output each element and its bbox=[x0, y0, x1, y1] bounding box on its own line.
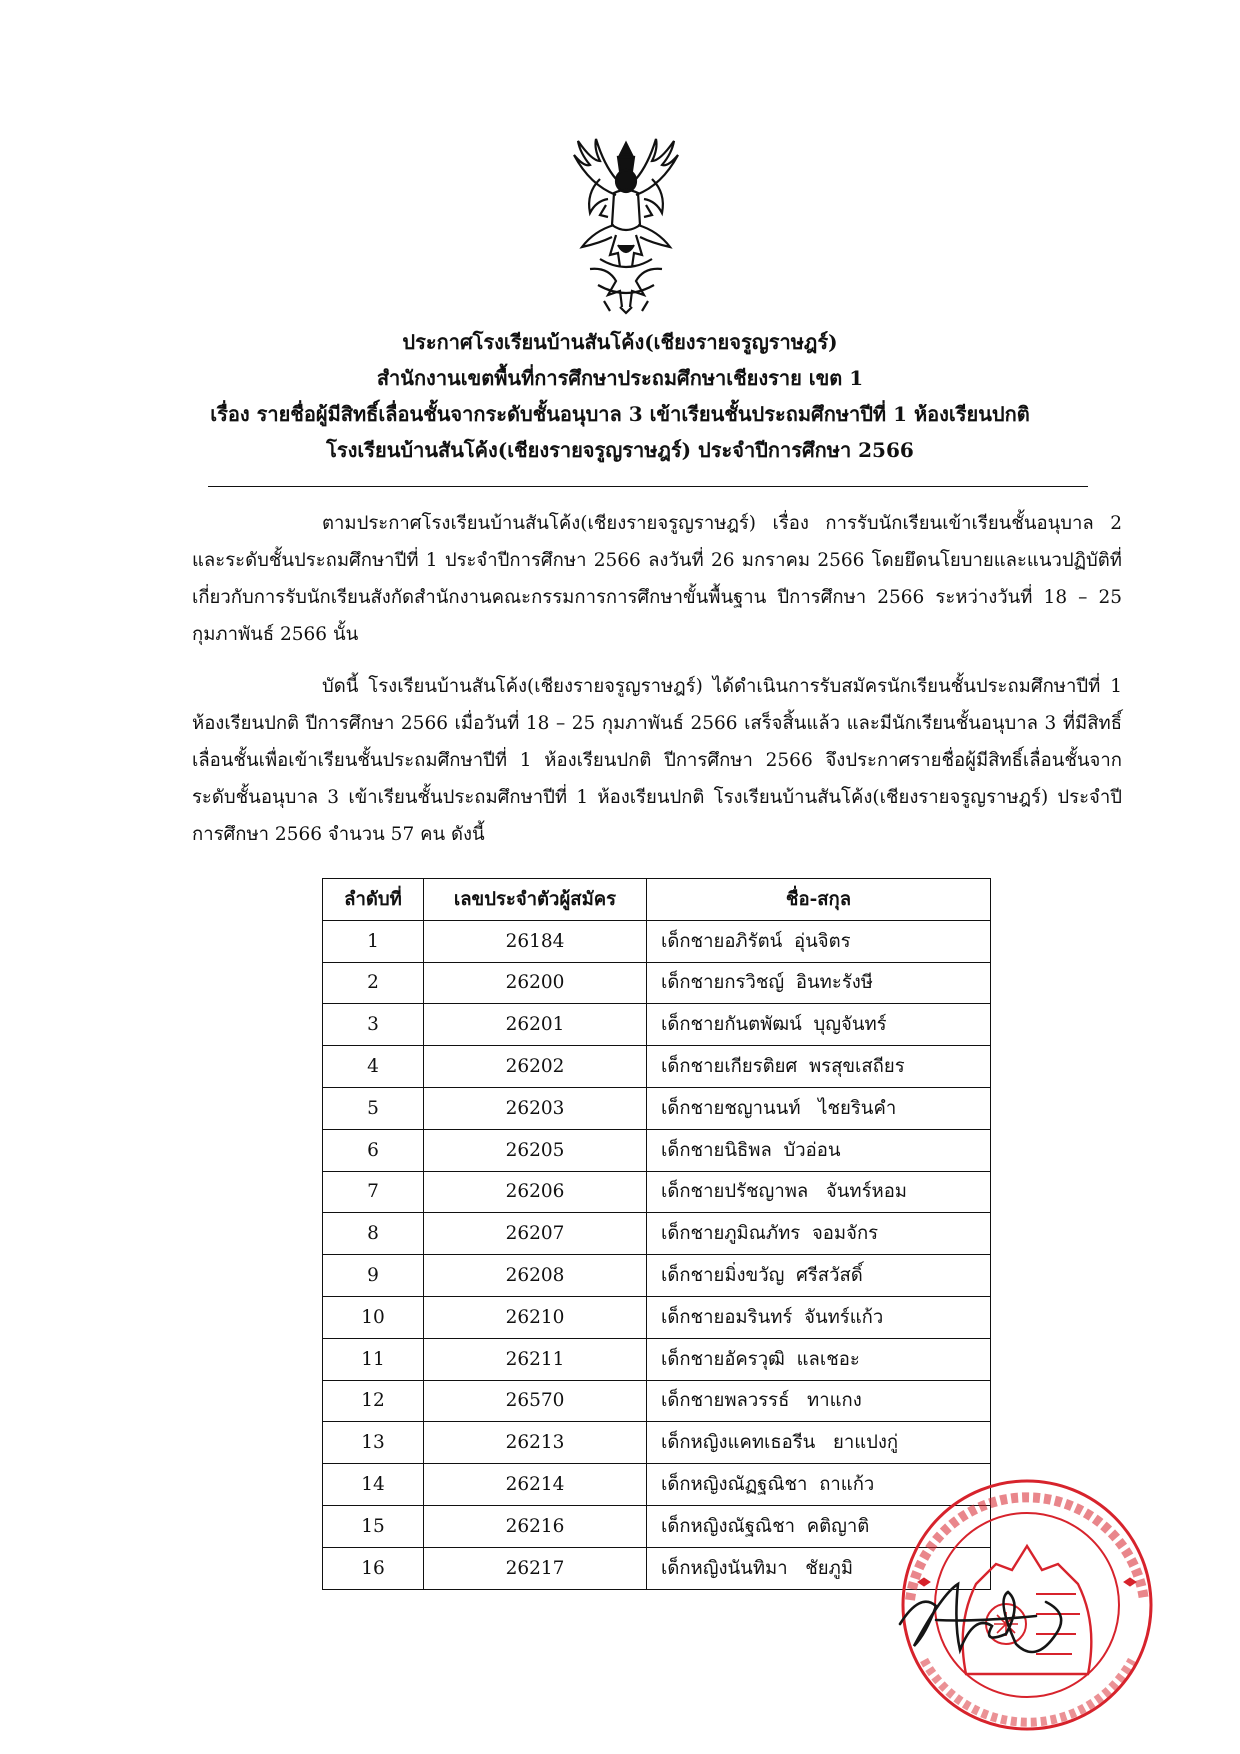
table-body bbox=[323, 920, 991, 1589]
school-seal-stamp bbox=[896, 1474, 1158, 1736]
row-full-name: เด็กชายอัครวุฒิ แลเชอะ bbox=[647, 1338, 991, 1380]
row-full-name: เด็กชายภูมิณภัทร จอมจักร bbox=[647, 1213, 991, 1255]
row-full-name: เด็กหญิงณัฐณิชา คติญาติ bbox=[647, 1505, 991, 1547]
header-divider bbox=[208, 486, 1088, 487]
row-applicant-id: 26207 bbox=[424, 1213, 647, 1255]
row-applicant-id: 26211 bbox=[424, 1338, 647, 1380]
row-sequence: 14 bbox=[323, 1464, 424, 1506]
header-applicant-id: เลขประจำตัวผู้สมัคร bbox=[424, 879, 647, 921]
row-sequence: 16 bbox=[323, 1547, 424, 1589]
row-sequence: 10 bbox=[323, 1296, 424, 1338]
row-full-name: เด็กชายอมรินทร์ จันทร์แก้ว bbox=[647, 1296, 991, 1338]
garuda-emblem-icon bbox=[560, 135, 692, 315]
row-full-name: เด็กชายปรัชญาพล จันทร์หอม bbox=[647, 1171, 991, 1213]
header-line-2: สำนักงานเขตพื้นที่การศึกษาประถมศึกษาเชียงราย เขต 1 bbox=[376, 366, 864, 390]
table-row bbox=[323, 1087, 991, 1129]
row-applicant-id: 26208 bbox=[424, 1255, 647, 1297]
row-applicant-id: 26210 bbox=[424, 1296, 647, 1338]
table-row bbox=[323, 1213, 991, 1255]
row-full-name: เด็กชายพลวรรธ์ ทาแกง bbox=[647, 1380, 991, 1422]
paragraph-1-text: ตามประกาศโรงเรียนบ้านสันโค้ง(เชียงรายจรูญราษฎร์) เรื่อง การรับนักเรียนเข้าเรียนชั้นอนุบาล 2 และระดับชั้นประถมศึกษาปีที่ 1 ประจำปีการศึกษา 2566 ลงวันที่ 26 มกราคม 2566 โดยยึดนโยบายและแนวปฏิบัติที่เกี่ยวกับการรับนักเรียนสังกัดสำนักงานคณะกรรมการการศึกษาขั้นพื้นฐาน ปีการศึกษา 2566 ระหว่างวันที่ 18 – 25 กุมภาพันธ์ 2566 นั้น bbox=[192, 513, 1122, 645]
row-full-name: เด็กชายอภิรัตน์ อุ่นจิตร bbox=[647, 920, 991, 962]
table-row bbox=[323, 1296, 991, 1338]
table-row bbox=[323, 1171, 991, 1213]
row-applicant-id: 26217 bbox=[424, 1547, 647, 1589]
table-row bbox=[323, 1255, 991, 1297]
row-full-name: เด็กหญิงแคทเธอรีน ยาแปงกู่ bbox=[647, 1422, 991, 1464]
header-sequence: ลำดับที่ bbox=[323, 879, 424, 921]
table-row bbox=[323, 1129, 991, 1171]
paragraph-2-text: บัดนี้ โรงเรียนบ้านสันโค้ง(เชียงรายจรูญราษฎร์) ได้ดำเนินการรับสมัครนักเรียนชั้นประถมศึกษาปีที่ 1 ห้องเรียนปกติ ปีการศึกษา 2566 เมื่อวันที่ 18 – 25 กุมภาพันธ์ 2566 เสร็จสิ้นแล้ว และมีนักเรียนชั้นอนุบาล 3 ที่มีสิทธิ์เลื่อนชั้นเพื่อเข้าเรียนชั้นประถมศึกษาปีที่ 1 ห้องเรียนปกติ ปีการศึกษา 2566 จึงประกาศรายชื่อผู้มีสิทธิ์เลื่อนชั้นจากระดับชั้นอนุบาล 3 เข้าเรียนชั้นประถมศึกษาปีที่ 1 ห้องเรียนปกติ โรงเรียนบ้านสันโค้ง(เชียงรายจรูญราษฎร์) ประจำปีการศึกษา 2566 จำนวน 57 คน ดังนี้ bbox=[192, 676, 1122, 845]
row-applicant-id: 26203 bbox=[424, 1087, 647, 1129]
table-row bbox=[323, 1505, 991, 1547]
student-list-table bbox=[322, 878, 991, 1590]
row-full-name: เด็กชายกันตพัฒน์ บุญจันทร์ bbox=[647, 1004, 991, 1046]
row-full-name: เด็กชายนิธิพล บัวอ่อน bbox=[647, 1129, 991, 1171]
row-applicant-id: 26184 bbox=[424, 920, 647, 962]
body-paragraph-1 bbox=[192, 505, 1122, 653]
row-sequence: 15 bbox=[323, 1505, 424, 1547]
row-applicant-id: 26202 bbox=[424, 1046, 647, 1088]
table-row bbox=[323, 1422, 991, 1464]
body-paragraph-2 bbox=[192, 668, 1122, 853]
header-line-1: ประกาศโรงเรียนบ้านสันโค้ง(เชียงรายจรูญราษฎร์) bbox=[402, 330, 838, 354]
table-row bbox=[323, 1046, 991, 1088]
row-applicant-id: 26214 bbox=[424, 1464, 647, 1506]
announcement-header bbox=[150, 324, 1090, 468]
header-full-name: ชื่อ-สกุล bbox=[647, 879, 991, 921]
row-sequence: 5 bbox=[323, 1087, 424, 1129]
header-line-3: เรื่อง รายชื่อผู้มีสิทธิ์เลื่อนชั้นจากระดับชั้นอนุบาล 3 เข้าเรียนชั้นประถมศึกษาปีที่ 1 ห้องเรียนปกติ bbox=[210, 402, 1030, 426]
row-sequence: 6 bbox=[323, 1129, 424, 1171]
row-applicant-id: 26216 bbox=[424, 1505, 647, 1547]
table-row bbox=[323, 1380, 991, 1422]
row-sequence: 3 bbox=[323, 1004, 424, 1046]
row-applicant-id: 26200 bbox=[424, 962, 647, 1004]
table-row bbox=[323, 1338, 991, 1380]
row-full-name: เด็กชายกรวิชญ์ อินทะรังษี bbox=[647, 962, 991, 1004]
row-full-name: เด็กหญิงณัฏฐณิชา ถาแก้ว bbox=[647, 1464, 991, 1506]
row-full-name: เด็กชายมิ่งขวัญ ศรีสวัสดิ์ bbox=[647, 1255, 991, 1297]
row-sequence: 8 bbox=[323, 1213, 424, 1255]
row-sequence: 4 bbox=[323, 1046, 424, 1088]
row-applicant-id: 26213 bbox=[424, 1422, 647, 1464]
row-full-name: เด็กชายเกียรติยศ พรสุขเสถียร bbox=[647, 1046, 991, 1088]
row-applicant-id: 26206 bbox=[424, 1171, 647, 1213]
row-full-name: เด็กหญิงนันทิมา ชัยภูมิ bbox=[647, 1547, 991, 1589]
row-sequence: 12 bbox=[323, 1380, 424, 1422]
row-sequence: 7 bbox=[323, 1171, 424, 1213]
row-sequence: 13 bbox=[323, 1422, 424, 1464]
row-sequence: 11 bbox=[323, 1338, 424, 1380]
table-row bbox=[323, 1464, 991, 1506]
row-sequence: 1 bbox=[323, 920, 424, 962]
row-sequence: 2 bbox=[323, 962, 424, 1004]
table-row bbox=[323, 920, 991, 962]
header-line-4: โรงเรียนบ้านสันโค้ง(เชียงรายจรูญราษฎร์) ประจำปีการศึกษา 2566 bbox=[326, 438, 914, 462]
row-full-name: เด็กชายชญานนท์ ไชยรินคำ bbox=[647, 1087, 991, 1129]
table-row bbox=[323, 1547, 991, 1589]
table-row bbox=[323, 1004, 991, 1046]
row-applicant-id: 26205 bbox=[424, 1129, 647, 1171]
row-sequence: 9 bbox=[323, 1255, 424, 1297]
row-applicant-id: 26570 bbox=[424, 1380, 647, 1422]
table-row bbox=[323, 962, 991, 1004]
row-applicant-id: 26201 bbox=[424, 1004, 647, 1046]
table-header-row bbox=[323, 879, 991, 921]
